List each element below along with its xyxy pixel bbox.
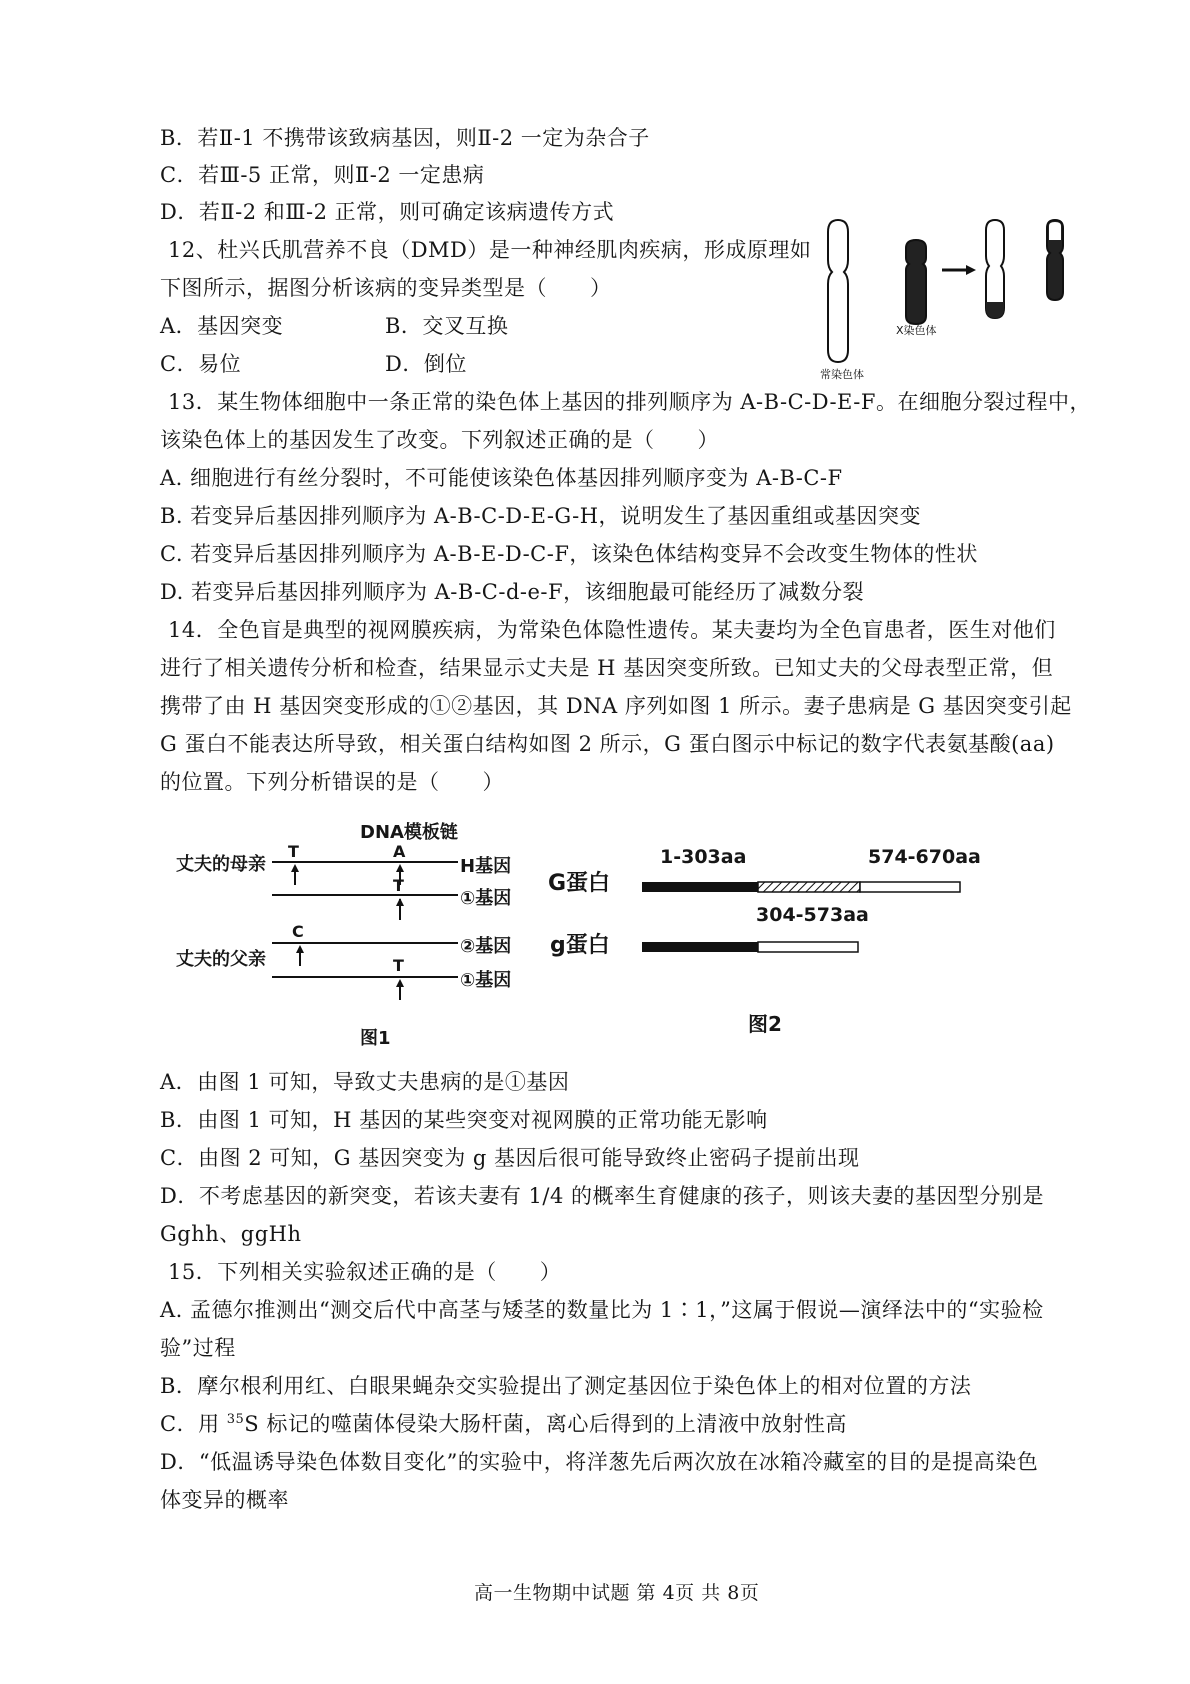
g-lower-protein-seg1 xyxy=(642,942,758,952)
q11-option-c: C．若Ⅲ-5 正常，则Ⅱ-2 一定患病 xyxy=(160,163,485,187)
q15-option-a-line1: A. 孟德尔推测出“测交后代中高茎与矮茎的数量比为 1∶1，”这属于假说—演绎法中的“实验检 xyxy=(160,1298,1044,1322)
g-protein-seg1 xyxy=(642,882,758,892)
fig1-base-t-mother-2: T xyxy=(393,876,404,895)
q12-stem-line1: 12、杜兴氏肌营养不良（DMD）是一种神经肌肉疾病，形成原理如 xyxy=(168,238,812,262)
q15-stem: 15．下列相关实验叙述正确的是（ ） xyxy=(168,1260,562,1284)
page-footer: 高一生物期中试题 第 4页 共 8页 xyxy=(474,1582,760,1604)
fig1-title: DNA模板链 xyxy=(360,822,458,843)
fig1-base-t-father: T xyxy=(393,956,404,975)
fig1-gene2-label: ②基因 xyxy=(460,936,512,957)
q12-option-b: B．交叉互换 xyxy=(385,314,509,338)
fig1-gene1-label-bottom: ①基因 xyxy=(460,970,512,991)
g-lower-protein-seg2 xyxy=(758,942,858,952)
q15-option-d-line2: 体变异的概率 xyxy=(160,1488,289,1512)
q14-option-b: B．由图 1 可知，H 基因的某些突变对视网膜的正常功能无影响 xyxy=(160,1108,768,1132)
q14-stem-line5: 的位置。下列分析错误的是（ ） xyxy=(160,770,504,794)
q14-stem-line1: 14．全色盲是典型的视网膜疾病，为常染色体隐性遗传。某夫妻均为全色盲患者，医生对他们 xyxy=(168,618,1056,642)
fig1-base-t-mother: T xyxy=(288,842,299,861)
q14-stem-line3: 携带了由 H 基因突变形成的①②基因，其 DNA 序列如图 1 所示。妻子患病是 G 基因突变引起 xyxy=(160,694,1072,718)
fig1-gene1-label-top: ①基因 xyxy=(460,888,512,909)
q13-option-b: B. 若变异后基因排列顺序为 A-B-C-D-E-G-H，说明发生了基因重组或基因突变 xyxy=(160,504,922,528)
fig2-seg3-label: 574-670aa xyxy=(868,846,981,868)
q15-option-d-line1: D．“低温诱导染色体数目变化”的实验中，将洋葱先后两次放在冰箱冷藏室的目的是提高染色 xyxy=(160,1450,1039,1474)
fig2-g-lower-protein-label: g蛋白 xyxy=(550,933,610,958)
q13-option-c: C. 若变异后基因排列顺序为 A-B-E-D-C-F，该染色体结构变异不会改变生物体的性状 xyxy=(160,542,978,566)
g-protein-seg2 xyxy=(758,882,860,892)
q14-option-a: A．由图 1 可知，导致丈夫患病的是①基因 xyxy=(160,1070,570,1094)
fig1-base-a-mother: A xyxy=(393,842,406,861)
fig1-mother-label: 丈夫的母亲 xyxy=(176,854,266,875)
q11-option-b: B．若Ⅱ-1 不携带该致病基因，则Ⅱ-2 一定为杂合子 xyxy=(160,126,650,150)
fig1-h-gene-label: H基因 xyxy=(460,856,512,877)
fig1-base-c-father: C xyxy=(292,922,304,941)
q14-stem-line2: 进行了相关遗传分析和检查，结果显示丈夫是 H 基因突变所致。已知丈夫的父母表型正常，但 xyxy=(160,656,1054,680)
fig2-seg2-label: 304-573aa xyxy=(756,904,869,926)
fig1-father-label: 丈夫的父亲 xyxy=(176,949,266,970)
q13-stem-line1: 13．某生物体细胞中一条正常的染色体上基因的排列顺序为 A-B-C-D-E-F。在细胞分裂过程中， xyxy=(168,390,1091,414)
fig2-g-protein-label: G蛋白 xyxy=(548,871,611,896)
q15-option-c xyxy=(160,1408,847,1438)
q15-option-c-pre: C．用 xyxy=(160,1412,227,1436)
q15-option-a-line2: 验”过程 xyxy=(160,1336,236,1360)
q15-option-b: B．摩尔根利用红、白眼果蝇杂交实验提出了测定基因位于染色体上的相对位置的方法 xyxy=(160,1374,972,1398)
q12-option-a: A．基因突变 xyxy=(160,314,284,338)
fig2-caption: 图2 xyxy=(748,1012,782,1036)
x-chromosome-label: X染色体 xyxy=(896,324,937,337)
q13-option-a: A. 细胞进行有丝分裂时，不可能使该染色体基因排列顺序变为 A-B-C-F xyxy=(160,466,843,490)
q14-stem-line4: G 蛋白不能表达所导致，相关蛋白结构如图 2 所示，G 蛋白图示中标记的数字代表氨基酸(aa) xyxy=(160,732,1055,756)
q15-option-c-isotope: 35 xyxy=(226,1412,245,1427)
q13-stem-line2: 该染色体上的基因发生了改变。下列叙述正确的是（ ） xyxy=(160,428,719,452)
autosome-label: 常染色体 xyxy=(820,368,864,381)
q12-stem-line2: 下图所示，据图分析该病的变异类型是（ ） xyxy=(160,276,612,300)
q14-option-d-line1: D．不考虑基因的新突变，若该夫妻有 1/4 的概率生育健康的孩子，则该夫妻的基因型分别是 xyxy=(160,1184,1044,1208)
q15-option-c-post: S 标记的噬菌体侵染大肠杆菌，离心后得到的上清液中放射性高 xyxy=(244,1412,847,1436)
q12-option-c: C．易位 xyxy=(160,352,242,376)
q11-option-d: D．若Ⅱ-2 和Ⅲ-2 正常，则可确定该病遗传方式 xyxy=(160,200,615,224)
q14-option-d-line2: Gghh、ggHh xyxy=(160,1222,302,1246)
fig2-seg1-label: 1-303aa xyxy=(660,846,747,868)
fig1-caption: 图1 xyxy=(360,1028,391,1049)
g-protein-seg3 xyxy=(860,882,960,892)
q13-option-d: D. 若变异后基因排列顺序为 A-B-C-d-e-F，该细胞最可能经历了减数分裂 xyxy=(160,580,865,604)
q12-option-d: D．倒位 xyxy=(385,352,467,376)
q14-option-c: C．由图 2 可知，G 基因突变为 g 基因后很可能导致终止密码子提前出现 xyxy=(160,1146,860,1170)
